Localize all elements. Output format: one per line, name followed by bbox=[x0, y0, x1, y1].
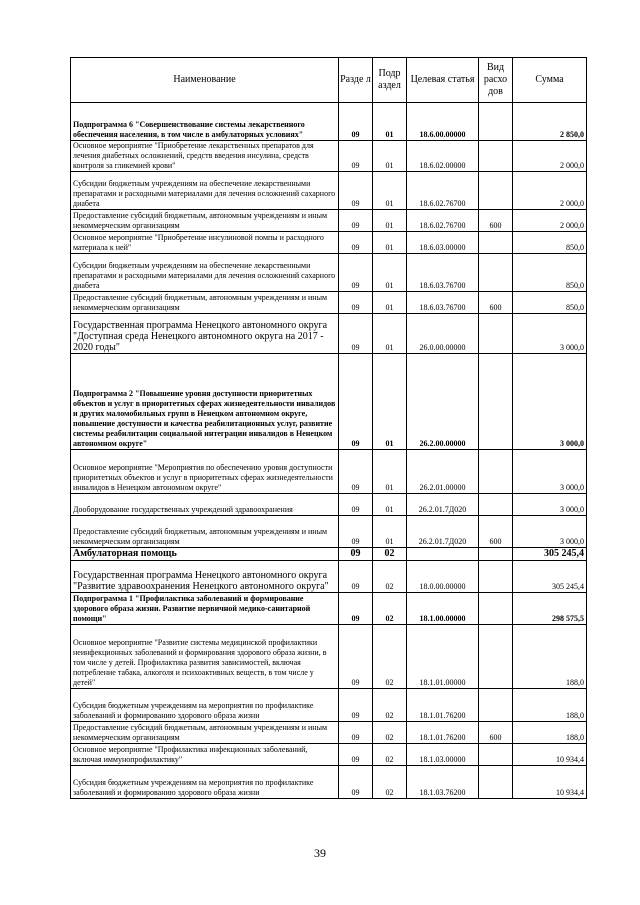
row-name-cell: Дооборудование государственных учреждений здравоохранения bbox=[71, 494, 339, 516]
header-razdel: Разде л bbox=[339, 58, 373, 103]
row-razdel-cell: 09 bbox=[339, 210, 373, 232]
table-row bbox=[71, 254, 587, 292]
row-name-cell: Субсидия бюджетным учреждениям на мероприятия по профилактике заболеваний и формированию здорового образа жизни bbox=[71, 766, 339, 799]
row-sum-cell: 2 850,0 bbox=[513, 103, 587, 141]
row-podrazdel-cell: 02 bbox=[373, 689, 407, 722]
table-row bbox=[71, 232, 587, 254]
header-name: Наименование bbox=[71, 58, 339, 103]
header-vid: Вид расхо дов bbox=[479, 58, 513, 103]
table-row bbox=[71, 314, 587, 354]
row-podrazdel-cell: 01 bbox=[373, 354, 407, 450]
row-target-cell: 26.2.00.00000 bbox=[407, 354, 479, 450]
row-vid-cell bbox=[479, 744, 513, 766]
row-podrazdel-cell: 01 bbox=[373, 314, 407, 354]
row-target-cell: 26.2.01.7Д020 bbox=[407, 494, 479, 516]
row-name-cell: Предоставление субсидий бюджетным, автономным учреждениям и иным некоммерческим организациям bbox=[71, 210, 339, 232]
table-header-row bbox=[71, 58, 587, 103]
row-razdel-cell: 09 bbox=[339, 292, 373, 314]
table-row bbox=[71, 548, 587, 561]
page-number: 39 bbox=[314, 846, 326, 860]
row-vid-cell bbox=[479, 625, 513, 689]
row-vid-cell bbox=[479, 450, 513, 494]
row-name-cell: Предоставление субсидий бюджетным, автономным учреждениям и иным некоммерческим организациям bbox=[71, 292, 339, 314]
row-vid-cell bbox=[479, 254, 513, 292]
row-vid-cell bbox=[479, 494, 513, 516]
table-row bbox=[71, 354, 587, 450]
row-razdel-cell: 09 bbox=[339, 548, 373, 561]
row-name-cell: Основное мероприятие "Мероприятия по обеспечению уровня доступности приоритетных объектов и услуг в приоритетных сферах жизнедеятельности инвалидов в Ненецком автономном округе" bbox=[71, 450, 339, 494]
row-target-cell: 18.1.01.76200 bbox=[407, 689, 479, 722]
row-sum-cell: 2 000,0 bbox=[513, 172, 587, 210]
row-razdel-cell: 09 bbox=[339, 354, 373, 450]
table-row bbox=[71, 744, 587, 766]
row-razdel-cell: 09 bbox=[339, 232, 373, 254]
table-row bbox=[71, 494, 587, 516]
row-sum-cell: 3 000,0 bbox=[513, 354, 587, 450]
row-sum-cell: 850,0 bbox=[513, 292, 587, 314]
row-name-cell: Подпрограмма 1 "Профилактика заболеваний и формирование здорового образа жизни. Развитие первичной медико-санитарной помощи" bbox=[71, 593, 339, 625]
row-name-cell: Предоставление субсидий бюджетным, автономным учреждениям и иным некоммерческим организациям bbox=[71, 722, 339, 744]
row-target-cell: 18.6.03.76700 bbox=[407, 292, 479, 314]
table-row bbox=[71, 593, 587, 625]
row-target-cell: 18.1.03.76200 bbox=[407, 766, 479, 799]
row-sum-cell: 188,0 bbox=[513, 722, 587, 744]
row-target-cell: 26.2.01.00000 bbox=[407, 450, 479, 494]
row-name-cell: Государственная программа Ненецкого автономного округа "Развитие здравоохранения Ненецкого автономного округа" bbox=[71, 561, 339, 593]
row-target-cell: 18.6.03.76700 bbox=[407, 254, 479, 292]
row-target-cell: 18.0.00.00000 bbox=[407, 561, 479, 593]
row-target-cell: 18.6.02.76700 bbox=[407, 210, 479, 232]
table-row bbox=[71, 103, 587, 141]
row-sum-cell: 3 000,0 bbox=[513, 314, 587, 354]
row-target-cell: 18.6.02.00000 bbox=[407, 141, 479, 172]
row-sum-cell: 10 934,4 bbox=[513, 766, 587, 799]
row-target-cell bbox=[407, 548, 479, 561]
row-name-cell: Подпрограмма 2 "Повышение уровня доступности приоритетных объектов и услуг в приоритетных сферах жизнедеятельности инвалидов и других маломобильных групп в Ненецком автономном округе, повышение доступности и качества реабилитационных услуг, развитие системы реабилитации социальной интеграции инвалидов в Ненецком автономном округе" bbox=[71, 354, 339, 450]
row-podrazdel-cell: 01 bbox=[373, 141, 407, 172]
row-vid-cell bbox=[479, 766, 513, 799]
row-name-cell: Подпрограмма 6 "Совершенствование системы лекарственного обеспечения населения, в том числе в амбулаторных условиях" bbox=[71, 103, 339, 141]
row-vid-cell bbox=[479, 354, 513, 450]
row-razdel-cell: 09 bbox=[339, 593, 373, 625]
table-row bbox=[71, 561, 587, 593]
row-target-cell: 18.1.01.00000 bbox=[407, 625, 479, 689]
row-sum-cell: 2 000,0 bbox=[513, 141, 587, 172]
row-razdel-cell: 09 bbox=[339, 722, 373, 744]
row-name-cell: Предоставление субсидий бюджетным, автономным учреждениям и иным некоммерческим организациям bbox=[71, 516, 339, 548]
table-row bbox=[71, 625, 587, 689]
row-sum-cell: 850,0 bbox=[513, 232, 587, 254]
row-podrazdel-cell: 02 bbox=[373, 722, 407, 744]
row-target-cell: 18.1.00.00000 bbox=[407, 593, 479, 625]
row-podrazdel-cell: 01 bbox=[373, 210, 407, 232]
row-vid-cell bbox=[479, 314, 513, 354]
row-name-cell: Основное мероприятие "Приобретение лекарственных препаратов для лечения диабетных осложнений, средств введения инсулина, средств контроля за гликемией крови" bbox=[71, 141, 339, 172]
row-target-cell: 18.6.03.00000 bbox=[407, 232, 479, 254]
row-razdel-cell: 09 bbox=[339, 141, 373, 172]
row-name-cell: Субсидии бюджетным учреждениям на обеспечение лекарственными препаратами и расходными материалами для лечения осложнений сахарного диабета bbox=[71, 254, 339, 292]
row-vid-cell bbox=[479, 232, 513, 254]
row-target-cell: 18.6.00.00000 bbox=[407, 103, 479, 141]
row-sum-cell: 3 000,0 bbox=[513, 494, 587, 516]
table-row bbox=[71, 689, 587, 722]
row-vid-cell: 600 bbox=[479, 516, 513, 548]
row-razdel-cell: 09 bbox=[339, 689, 373, 722]
row-vid-cell bbox=[479, 593, 513, 625]
row-vid-cell bbox=[479, 561, 513, 593]
row-sum-cell: 188,0 bbox=[513, 625, 587, 689]
table-row bbox=[71, 450, 587, 494]
row-podrazdel-cell: 01 bbox=[373, 254, 407, 292]
row-razdel-cell: 09 bbox=[339, 766, 373, 799]
row-target-cell: 18.1.01.76200 bbox=[407, 722, 479, 744]
table-row bbox=[71, 210, 587, 232]
row-vid-cell: 600 bbox=[479, 210, 513, 232]
row-razdel-cell: 09 bbox=[339, 314, 373, 354]
row-razdel-cell: 09 bbox=[339, 561, 373, 593]
row-name-cell: Субсидия бюджетным учреждениям на мероприятия по профилактике заболеваний и формированию здорового образа жизни bbox=[71, 689, 339, 722]
row-podrazdel-cell: 01 bbox=[373, 232, 407, 254]
table-row bbox=[71, 172, 587, 210]
row-sum-cell: 10 934,4 bbox=[513, 744, 587, 766]
row-name-cell: Основное мероприятие "Профилактика инфекционных заболеваний, включая иммунопрофилактику" bbox=[71, 744, 339, 766]
row-razdel-cell: 09 bbox=[339, 172, 373, 210]
row-vid-cell bbox=[479, 103, 513, 141]
row-razdel-cell: 09 bbox=[339, 516, 373, 548]
row-vid-cell bbox=[479, 141, 513, 172]
row-name-cell: Государственная программа Ненецкого автономного округа "Доступная среда Ненецкого автономного округа на 2017 - 2020 годы" bbox=[71, 314, 339, 354]
row-name-cell: Субсидии бюджетным учреждениям на обеспечение лекарственными препаратами и расходными материалами для лечения осложнений сахарного диабета bbox=[71, 172, 339, 210]
row-sum-cell: 188,0 bbox=[513, 689, 587, 722]
row-podrazdel-cell: 02 bbox=[373, 593, 407, 625]
row-podrazdel-cell: 01 bbox=[373, 292, 407, 314]
table-row bbox=[71, 141, 587, 172]
row-target-cell: 18.6.02.76700 bbox=[407, 172, 479, 210]
budget-table bbox=[70, 57, 587, 799]
row-target-cell: 26.0.00.00000 bbox=[407, 314, 479, 354]
row-target-cell: 26.2.01.7Д020 bbox=[407, 516, 479, 548]
row-sum-cell: 305 245,4 bbox=[513, 561, 587, 593]
row-sum-cell: 3 000,0 bbox=[513, 516, 587, 548]
row-razdel-cell: 09 bbox=[339, 103, 373, 141]
row-razdel-cell: 09 bbox=[339, 625, 373, 689]
row-razdel-cell: 09 bbox=[339, 254, 373, 292]
table-row bbox=[71, 722, 587, 744]
row-vid-cell bbox=[479, 172, 513, 210]
row-podrazdel-cell: 01 bbox=[373, 516, 407, 548]
row-target-cell: 18.1.03.00000 bbox=[407, 744, 479, 766]
row-podrazdel-cell: 02 bbox=[373, 766, 407, 799]
row-podrazdel-cell: 02 bbox=[373, 625, 407, 689]
row-razdel-cell: 09 bbox=[339, 744, 373, 766]
row-sum-cell: 298 575,5 bbox=[513, 593, 587, 625]
header-sum: Сумма bbox=[513, 58, 587, 103]
row-razdel-cell: 09 bbox=[339, 494, 373, 516]
header-target: Целевая статья bbox=[407, 58, 479, 103]
row-vid-cell: 600 bbox=[479, 292, 513, 314]
row-sum-cell: 850,0 bbox=[513, 254, 587, 292]
row-podrazdel-cell: 01 bbox=[373, 103, 407, 141]
row-vid-cell bbox=[479, 689, 513, 722]
row-vid-cell: 600 bbox=[479, 722, 513, 744]
row-podrazdel-cell: 01 bbox=[373, 172, 407, 210]
table-row bbox=[71, 516, 587, 548]
row-podrazdel-cell: 01 bbox=[373, 494, 407, 516]
row-vid-cell bbox=[479, 548, 513, 561]
row-name-cell: Основное мероприятие "Развитие системы медицинской профилактики неинфекционных заболеваний и формирования здорового образа жизни, в том числе у детей. Профилактика развития зависимостей, включая потребление табака, алкоголя и психоактивных веществ, в том числе у детей" bbox=[71, 625, 339, 689]
row-sum-cell: 2 000,0 bbox=[513, 210, 587, 232]
row-podrazdel-cell: 02 bbox=[373, 744, 407, 766]
row-razdel-cell: 09 bbox=[339, 450, 373, 494]
table-row bbox=[71, 766, 587, 799]
header-podrazdel: Подр аздел bbox=[373, 58, 407, 103]
row-podrazdel-cell: 01 bbox=[373, 450, 407, 494]
row-name-cell: Амбулаторная помощь bbox=[71, 548, 339, 561]
row-name-cell: Основное мероприятие "Приобретение инсулиновой помпы и расходного материала к ней" bbox=[71, 232, 339, 254]
row-sum-cell: 3 000,0 bbox=[513, 450, 587, 494]
row-podrazdel-cell: 02 bbox=[373, 548, 407, 561]
row-podrazdel-cell: 02 bbox=[373, 561, 407, 593]
table-row bbox=[71, 292, 587, 314]
row-sum-cell: 305 245,4 bbox=[513, 548, 587, 561]
